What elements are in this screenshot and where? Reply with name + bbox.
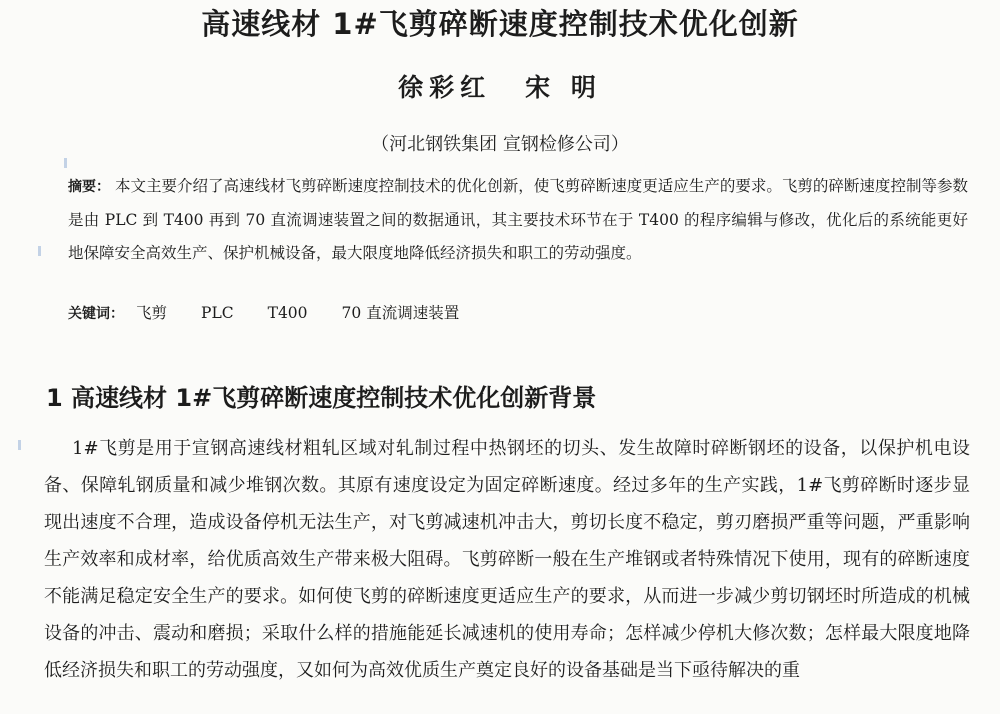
paper-title: 高速线材 1#飞剪碎断速度控制技术优化创新	[201, 7, 799, 41]
section-heading: 1 高速线材 1#飞剪碎断速度控制技术优化创新背景	[46, 384, 597, 412]
keywords	[68, 301, 493, 323]
author-name: 徐彩红	[398, 73, 492, 102]
body-paragraph: 1#飞剪是用于宣钢高速线材粗轧区域对轧制过程中热钢坯的切头、发生故障时碎断钢坯的设备，以保护机电设备、保障轧钢质量和减少堆钢次数。其原有速度设定为固定碎断速度。经过多年的生产实践，1#飞剪碎断时逐步显现出速度不合理，造成设备停机无法生产，对飞剪减速机冲击大，剪切长度不稳定，剪刃磨损严重等问题，严重影响生产效率和成材率，给优质高效生产带来极大阻碍。飞剪碎断一般在生产堆钢或者特殊情况下使用，现有的碎断速度不能满足稳定安全生产的要求。如何使飞剪的碎断速度更适应生产的要求，从而进一步减少剪切钢坯时所造成的机械设备的冲击、震动和磨损；采取什么样的措施能延长减速机的使用寿命；怎样减少停机大修次数；怎样最大限度地降低经济损失和职工的劳动强度，又如何为高效优质生产奠定良好的设备基础是当下亟待解决的重	[44, 438, 970, 681]
affiliation: （河北钢铁集团 宣钢检修公司）	[371, 134, 629, 155]
abstract-text: 本文主要介绍了高速线材飞剪碎断速度控制技术的优化创新，使飞剪碎断速度更适应生产的要求。飞剪的碎断速度控制等参数是由 PLC 到 T400 再到 70 直流调速装置之间的数据通讯，其主要技术环节在于 T400 的程序编辑与修改，优化后的系统能更好地保障安全高效生产、保护机械设备，最大限度地降低经济损失和职工的劳动强度。	[68, 177, 968, 262]
keyword: PLC	[201, 304, 234, 322]
abstract-label: 摘要：	[68, 179, 111, 195]
abstract	[68, 170, 968, 270]
author-name: 宋 明	[525, 73, 602, 102]
authors	[0, 68, 1000, 104]
scan-artifact	[64, 158, 67, 168]
keyword: 飞剪	[136, 304, 168, 322]
keywords-label: 关键词：	[68, 306, 124, 322]
scan-artifact	[18, 440, 21, 450]
scan-artifact	[38, 246, 41, 256]
keyword: T400	[267, 304, 308, 322]
keyword: 70 直流调速装置	[341, 304, 460, 322]
